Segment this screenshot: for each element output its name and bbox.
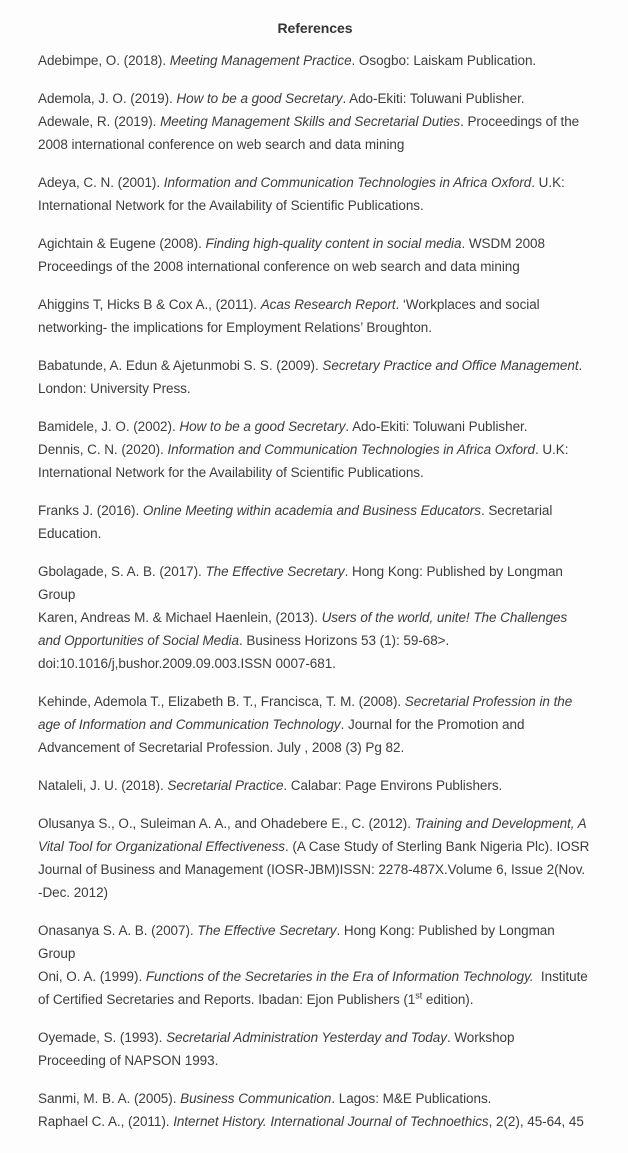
ref-text: Sanmi, M. B. A. (2005). — [38, 1091, 181, 1106]
reference-entry — [38, 232, 592, 278]
ref-work-title: Information and Communication Technologies in Africa Oxford — [167, 442, 535, 457]
ref-text: . Osogbo: Laiskam Publication. — [351, 53, 537, 68]
ref-work-title: Users of the world, unite! The Challenges and Opportunities of Social Media — [38, 610, 571, 648]
ref-text: . U.K: International Network for the Availability of Scientific Publications. — [38, 442, 573, 480]
ref-text: . Lagos: M&E Publications. — [331, 1091, 492, 1106]
ref-work-title: Business Communication — [180, 1091, 332, 1106]
ref-work-title: Secretarial Profession in the age of Information and Communication Technology — [38, 694, 576, 732]
ref-text: Babatunde, A. Edun & Ajetunmobi S. S. (2009). — [38, 358, 323, 373]
ref-work-title: The Effective Secretary — [205, 564, 345, 579]
ref-work-title: Meeting Management Practice — [169, 53, 352, 68]
reference-entry — [38, 354, 592, 400]
ref-work-title: Secretarial Administration Yesterday and Today — [166, 1030, 447, 1045]
ref-text: . Journal for the Promotion and Advancement of Secretarial Profession. July , 2008 (3) Pg 82. — [38, 717, 528, 755]
ref-text: Oyemade, S. (1993). — [38, 1030, 167, 1045]
page-title: References — [277, 20, 353, 36]
references-list — [38, 49, 592, 1133]
ref-work-title: Secretarial Practice — [167, 778, 284, 793]
ref-text: . Ado-Ekiti: Toluwani Publisher. — [345, 419, 528, 434]
ref-text: Adewale, R. (2019). — [38, 114, 161, 129]
ref-text: Kehinde, Ademola T., Elizabeth B. T., Francisca, T. M. (2008). — [38, 694, 405, 709]
ref-work-title: Functions of the Secretaries in the Era of Information Technology. — [145, 969, 534, 984]
ref-text: . Hong Kong: Published by Longman Group — [38, 564, 567, 602]
ref-work-title: Secretary Practice and Office Management — [322, 358, 579, 373]
ref-text: Nataleli, J. U. (2018). — [38, 778, 168, 793]
ref-text: Olusanya S., O., Suleiman A. A., and Ohadebere E., C. (2012). — [38, 816, 415, 831]
reference-entry — [38, 499, 592, 545]
ref-superscript: st — [415, 990, 423, 1001]
ref-work-title: Acas Research Report — [260, 297, 396, 312]
ref-work-title: How to be a good Secretary — [176, 91, 343, 106]
reference-entry — [38, 919, 592, 965]
ref-text: Dennis, C. N. (2020). — [38, 442, 168, 457]
reference-entry — [38, 774, 592, 797]
ref-work-title: Finding high-quality content in social media — [205, 236, 462, 251]
ref-work-title: Training and Development, A Vital Tool for Organizational Effectiveness — [38, 816, 590, 854]
ref-work-title: Online Meeting within academia and Business Educators — [142, 503, 481, 518]
reference-entry — [38, 690, 592, 759]
ref-text: Ahiggins T, Hicks B & Cox A., (2011). — [38, 297, 261, 312]
ref-text: . Calabar: Page Environs Publishers. — [283, 778, 503, 793]
ref-text: Agichtain & Eugene (2008). — [38, 236, 206, 251]
ref-text: Franks J. (2016). — [38, 503, 143, 518]
reference-entry — [38, 965, 592, 1011]
ref-text: , 2(2), 45-64, 45 — [488, 1114, 584, 1129]
ref-text: . U.K: International Network for the Availability of Scientific Publications. — [38, 175, 569, 213]
ref-text: . WSDM 2008 Proceedings of the 2008 international conference on web search and data mining — [38, 236, 549, 274]
ref-work-title: The Effective Secretary — [197, 923, 337, 938]
ref-text: Adebimpe, O. (2018). — [38, 53, 170, 68]
ref-text: edition). — [422, 992, 474, 1007]
ref-work-title: Meeting Management Skills and Secretarial Duties — [160, 114, 461, 129]
ref-text: . Business Horizons 53 (1): 59-68>. doi:10.1016/j,bushor.2009.09.003.ISSN 0007-681. — [38, 633, 453, 671]
ref-text: Karen, Andreas M. & Michael Haenlein, (2013). — [38, 610, 322, 625]
ref-text: . Workshop Proceeding of NAPSON 1993. — [38, 1030, 533, 1068]
reference-entry — [38, 87, 592, 110]
reference-entry — [38, 171, 592, 217]
ref-text: . (A Case Study of Sterling Bank Nigeria Plc). IOSR Journal of Business and Management (IOSR-JBM)ISSN: 2278-487X.Volume 6, Issue 2(Nov. -Dec. 2012) — [38, 839, 594, 900]
ref-text: Bamidele, J. O. (2002). — [38, 419, 180, 434]
reference-entry — [38, 1110, 592, 1133]
ref-work-title: How to be a good Secretary — [179, 419, 346, 434]
ref-text: Gbolagade, S. A. B. (2017). — [38, 564, 206, 579]
ref-text: Ademola, J. O. (2019). — [38, 91, 177, 106]
reference-entry — [38, 293, 592, 339]
ref-text: . ‘Workplaces and social networking- the implications for Employment Relations’ Broughton. — [38, 297, 544, 335]
ref-work-title: Internet History. International Journal of Technoethics — [173, 1114, 489, 1129]
reference-entry — [38, 560, 592, 606]
ref-text: . Hong Kong: Published by Longman Group — [38, 923, 559, 961]
ref-text: . Secretarial Education. — [38, 503, 557, 541]
reference-entry — [38, 110, 592, 156]
reference-entry — [38, 606, 592, 675]
reference-entry — [38, 812, 592, 904]
ref-text: . Ado-Ekiti: Toluwani Publisher. — [342, 91, 525, 106]
ref-text: . Proceedings of the 2008 international conference on web search and data mining — [38, 114, 583, 152]
reference-entry — [38, 1026, 592, 1072]
reference-entry — [38, 415, 592, 438]
ref-text: Oni, O. A. (1999). — [38, 969, 146, 984]
reference-entry — [38, 438, 592, 484]
ref-text: . London: University Press. — [38, 358, 586, 396]
ref-text: Onasanya S. A. B. (2007). — [38, 923, 198, 938]
reference-entry — [38, 49, 592, 72]
reference-entry — [38, 1087, 592, 1110]
ref-text: Raphael C. A., (2011). — [38, 1114, 174, 1129]
ref-work-title: Information and Communication Technologies in Africa Oxford — [163, 175, 532, 190]
ref-text: Institute of Certified Secretaries and Reports. Ibadan: Ejon Publishers (1 — [38, 969, 592, 1007]
ref-text: Adeya, C. N. (2001). — [38, 175, 164, 190]
